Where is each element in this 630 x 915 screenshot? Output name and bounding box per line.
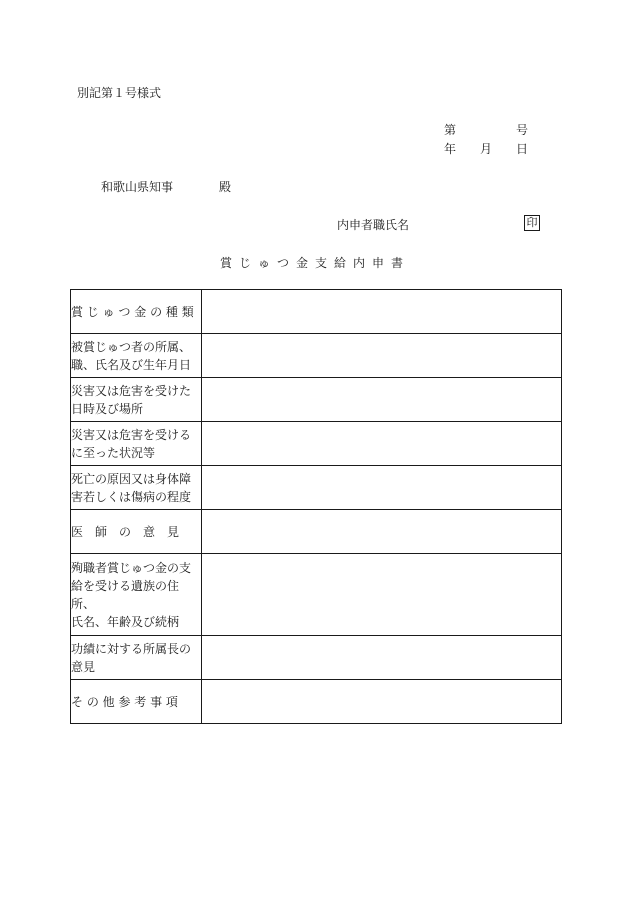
application-form-table — [70, 289, 562, 724]
number-suffix: 号 — [516, 123, 529, 137]
addressee: 和歌山県知事 — [101, 180, 174, 194]
form-row — [71, 422, 562, 466]
document-title: 賞じゅつ金支給内申書 — [219, 256, 410, 270]
form-row-value[interactable] — [202, 680, 562, 724]
form-row-label-line: 災害又は危害を受ける — [71, 427, 192, 442]
form-row-value[interactable] — [202, 510, 562, 554]
form-row-value[interactable] — [202, 334, 562, 378]
form-row-label-line: 医 師 の 意 見 — [71, 524, 180, 539]
form-row — [71, 334, 562, 378]
form-row-value[interactable] — [202, 636, 562, 680]
form-row-label — [71, 334, 202, 378]
form-row-label-line: に至った状況等 — [71, 445, 156, 460]
form-row-label-line: 日時及び場所 — [71, 401, 144, 416]
form-row-label-line: 給を受ける遺族の住所、 — [71, 578, 180, 611]
form-row-label — [71, 554, 202, 636]
honorific: 殿 — [219, 180, 232, 194]
form-row-label — [71, 680, 202, 724]
form-row-value[interactable] — [202, 466, 562, 510]
form-row-label-line: 死亡の原因又は身体障 — [71, 471, 192, 486]
form-row-label-line: 功績に対する所属長の — [71, 641, 192, 656]
form-row-label — [71, 466, 202, 510]
form-row-label-line: 職、氏名及び生年月日 — [71, 357, 192, 372]
form-row-label — [71, 290, 202, 334]
form-row — [71, 510, 562, 554]
form-row-label-line: 殉職者賞じゅつ金の支 — [71, 560, 192, 575]
form-row-value[interactable] — [202, 378, 562, 422]
form-row — [71, 466, 562, 510]
applicant-label: 内申者職氏名 — [337, 218, 410, 232]
number-prefix: 第 — [444, 123, 457, 137]
date-day: 日 — [516, 142, 529, 156]
form-row-value[interactable] — [202, 554, 562, 636]
form-row — [71, 636, 562, 680]
form-row-label-line: 災害又は危害を受けた — [71, 383, 192, 398]
form-row-label — [71, 378, 202, 422]
form-row — [71, 378, 562, 422]
form-row-label-line: 賞 じ ゅ つ 金 の 種 類 — [71, 304, 194, 319]
form-row-value[interactable] — [202, 422, 562, 466]
date-year: 年 — [444, 142, 457, 156]
form-row — [71, 680, 562, 724]
seal-mark: 印 — [524, 215, 540, 231]
form-row-label-line: 意見 — [71, 659, 96, 674]
form-row-label-line: 害若しくは傷病の程度 — [71, 489, 192, 504]
form-row-label-line: 氏名、年齢及び続柄 — [71, 614, 180, 629]
form-row-label — [71, 510, 202, 554]
form-row-label — [71, 636, 202, 680]
form-row-label — [71, 422, 202, 466]
form-number-label: 別記第１号様式 — [77, 86, 162, 100]
form-row — [71, 290, 562, 334]
form-row-label-line: 被賞じゅつ者の所属、 — [71, 339, 192, 354]
form-row-value[interactable] — [202, 290, 562, 334]
form-row — [71, 554, 562, 636]
date-month: 月 — [480, 142, 493, 156]
form-row-label-line: そ の 他 参 考 事 項 — [71, 694, 178, 709]
